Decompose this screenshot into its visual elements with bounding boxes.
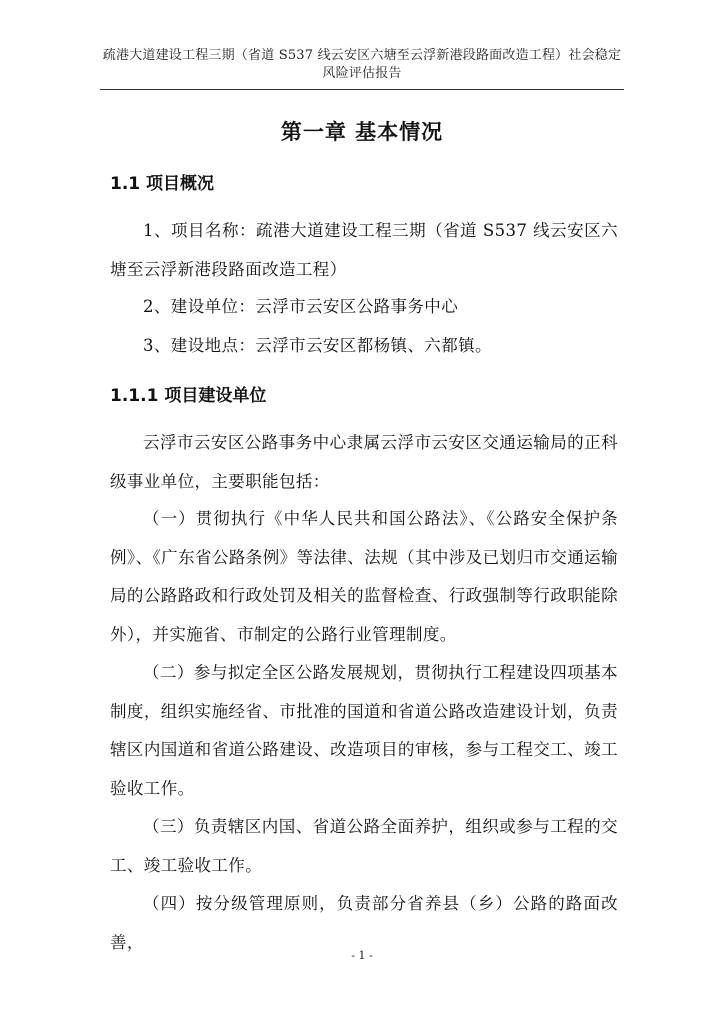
page-number: - 1 - [351,949,373,962]
duty-paragraph-3: （三）负责辖区内国、省道公路全面养护，组织或参与工程的交工、竣工验收工作。 [110,817,618,875]
unit-intro-paragraph: 云浮市云安区公路事务中心隶属云浮市云安区交通运输局的正科级事业单位，主要职能包括： [110,433,618,491]
chapter-title: 第一章 基本情况 [280,120,444,144]
section-heading-1-1-1: 1.1.1 项目建设单位 [110,386,267,406]
header-rule [100,89,624,90]
project-name-item: 1、项目名称：疏港大道建设工程三期（省道 S537 线云安区六塘至云浮新港段路面改造工程） [110,221,618,279]
builder-item: 2、建设单位：云浮市云安区公路事务中心 [143,297,459,316]
duty-paragraph-4: （四）按分级管理原则，负责部分省养县（乡）公路的路面改善， [110,894,618,952]
section-heading-1-1: 1.1 项目概况 [110,174,215,194]
running-header: 疏港大道建设工程三期（省道 S537 线云安区六塘至云浮新港段路面改造工程）社会稳定风险评估报告 [102,48,622,81]
duty-paragraph-2: （二）参与拟定全区公路发展规划，贯彻执行工程建设四项基本制度，组织实施经省、市批准的国道和省道公路改造建设计划，负责辖区内国道和省道公路建设、改造项目的审核，参与工程交工、竣工验收工作。 [110,663,618,798]
location-item: 3、建设地点：云浮市云安区都杨镇、六都镇。 [143,336,492,355]
duty-paragraph-1: （一）贯彻执行《中华人民共和国公路法》、《公路安全保护条例》、《广东省公路条例》等法律、法规（其中涉及已划归市交通运输局的公路路政和行政处罚及相关的监督检查、行政强制等行政职能除外），并实施省、市制定的公路行业管理制度。 [110,509,618,644]
